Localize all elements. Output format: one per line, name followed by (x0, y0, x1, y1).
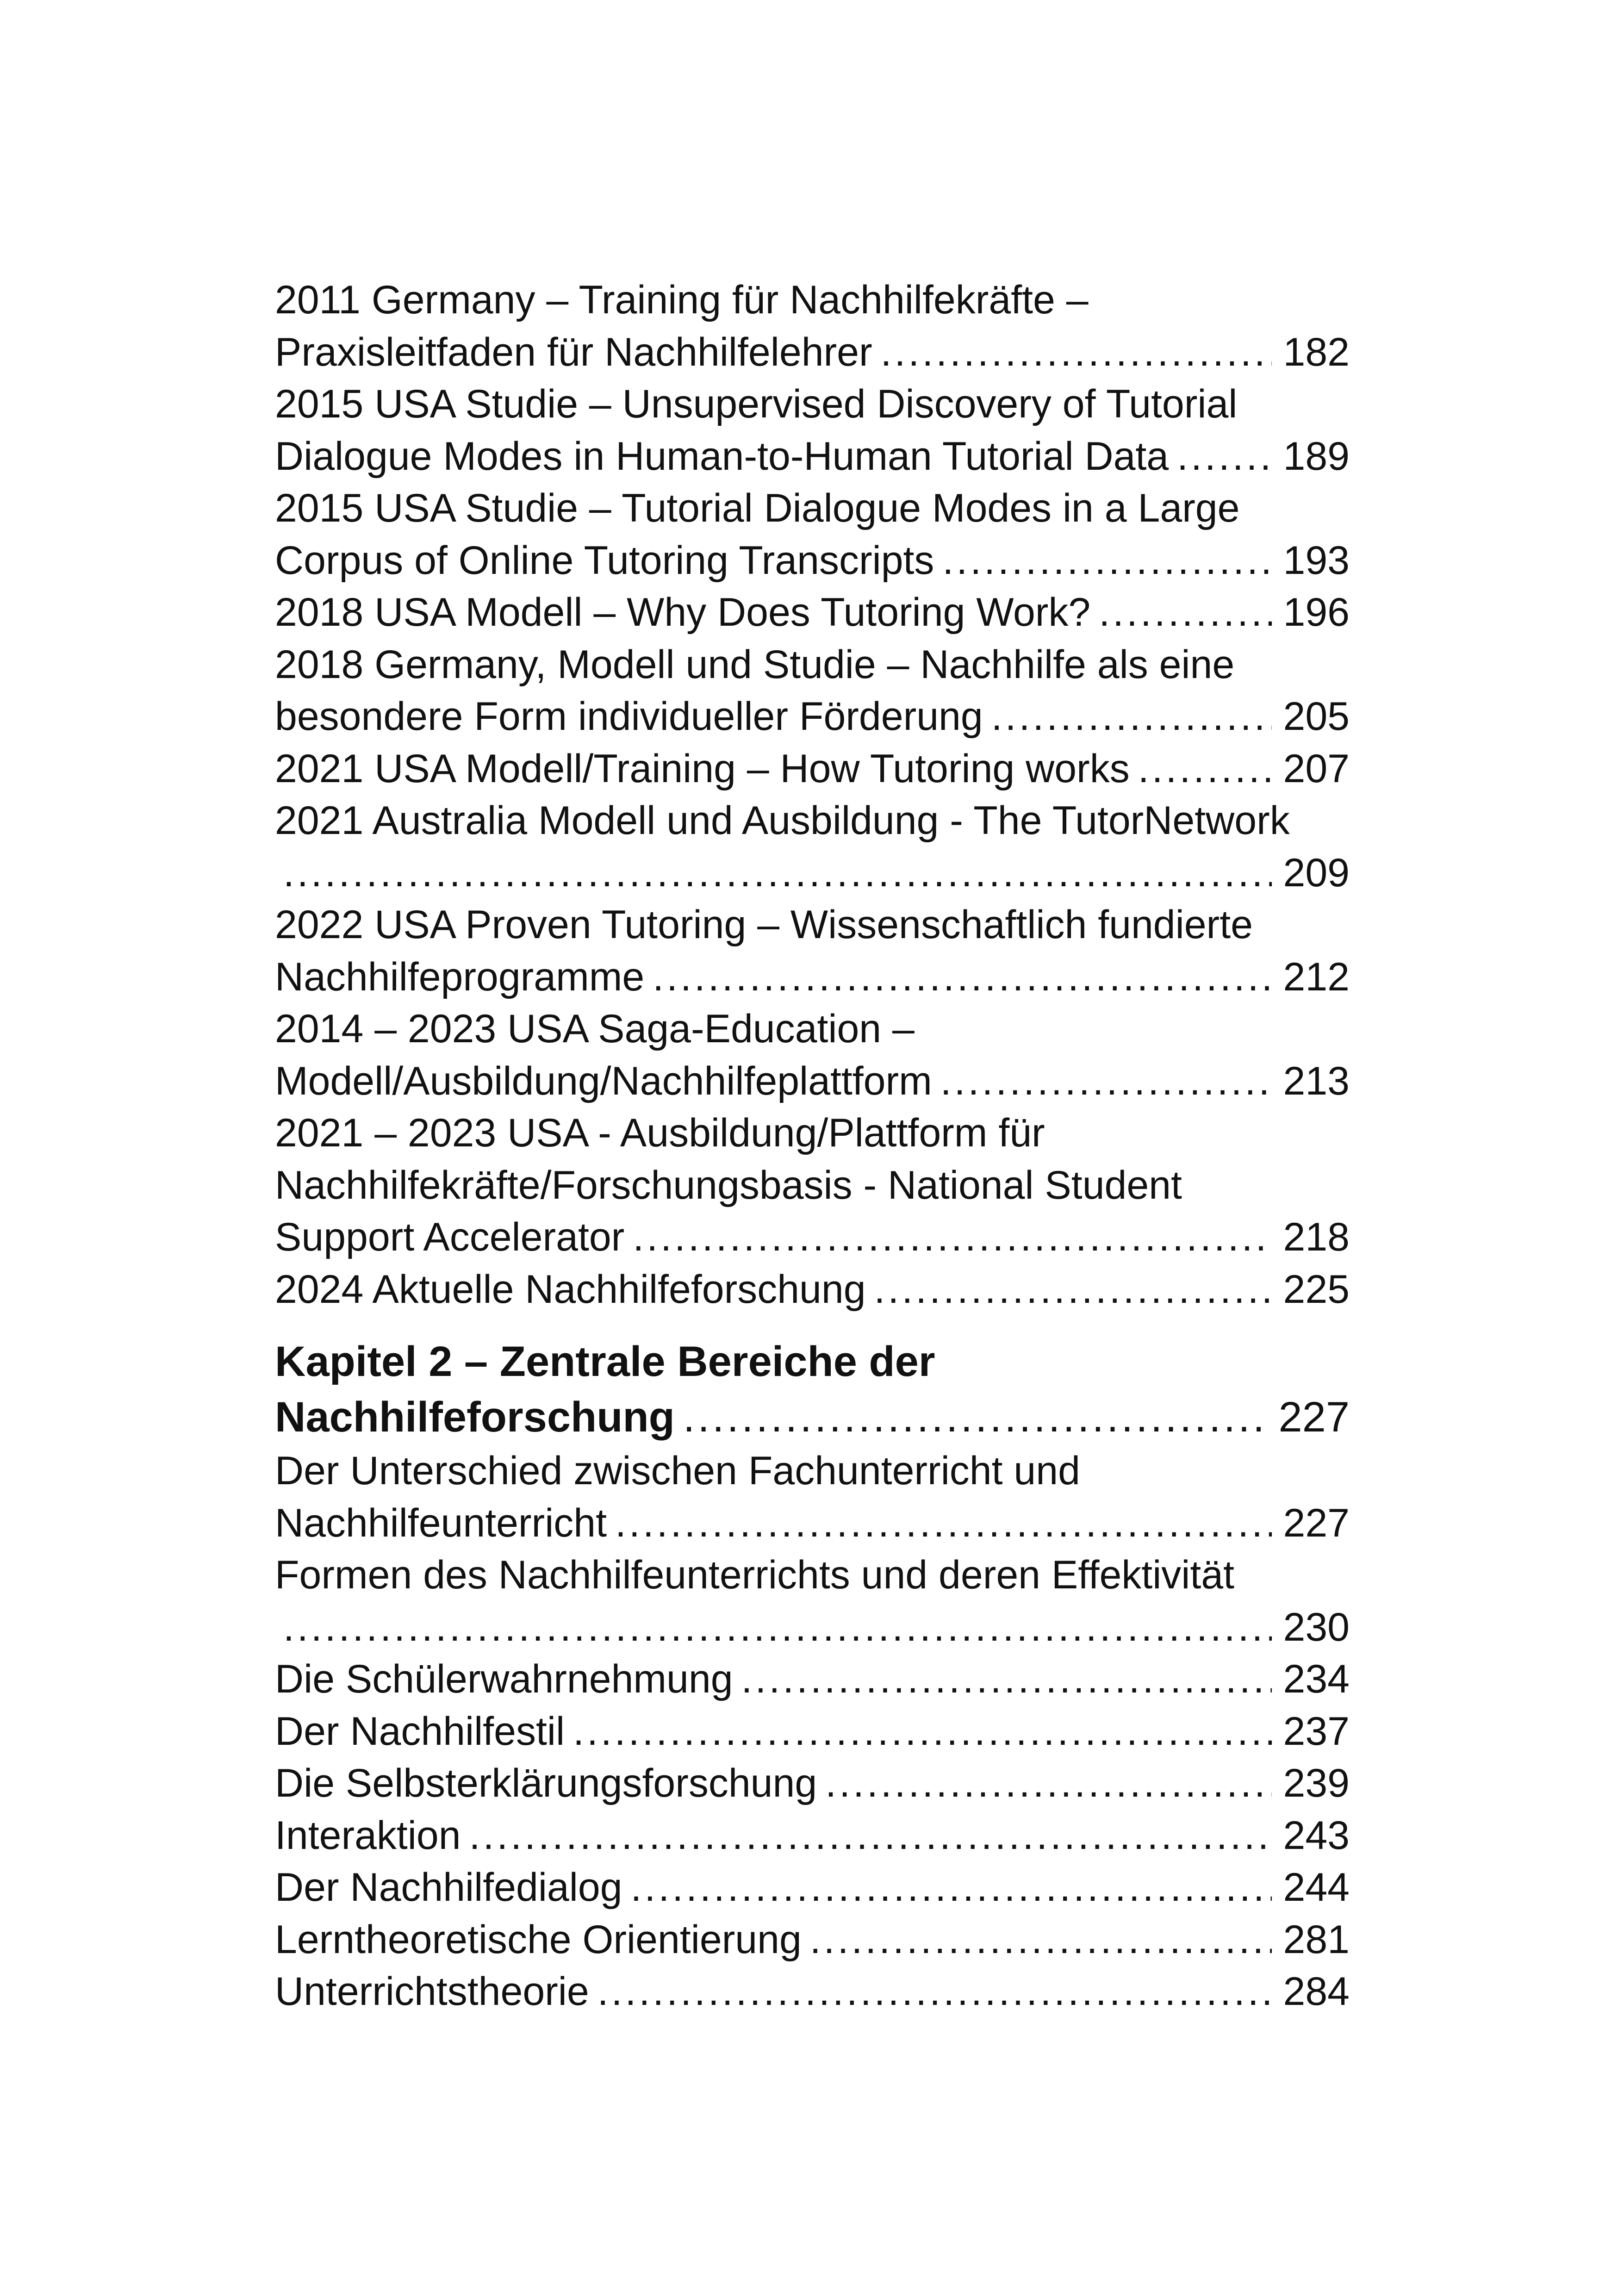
dot-leader (469, 1810, 1272, 1862)
toc-entry-title: Corpus of Online Tutoring Transcripts (275, 538, 934, 583)
toc-entry-title: Die Schülerwahrnehmung (275, 1657, 733, 1701)
toc-entry-line (275, 1445, 1350, 1497)
toc-entry-title: 2018 Germany, Modell und Studie – Nachhilfe als eine (275, 642, 1235, 687)
toc-entry-line (275, 899, 1350, 951)
dot-leader (1138, 743, 1272, 795)
toc-entry-line (275, 847, 1350, 899)
toc-entry-line (275, 691, 1350, 743)
dot-leader (597, 1966, 1272, 2018)
toc-entry (275, 1107, 1350, 1263)
toc-entry (275, 1757, 1350, 1810)
toc-entry-title: Kapitel 2 – Zentrale Bereiche der (275, 1338, 935, 1385)
dot-leader (1099, 586, 1272, 639)
toc-entry-title: Lerntheoretische Orientierung (275, 1917, 802, 1962)
toc-entry-title: Modell/Ausbildung/Nachhilfeplattform (275, 1058, 932, 1103)
toc-entry (275, 639, 1350, 743)
toc-entry-line (275, 1914, 1350, 1966)
toc-entry-line (275, 482, 1350, 535)
toc-page-number: 218 (1283, 1215, 1350, 1259)
toc-entry-title: Formen des Nachhilfeunterrichts und deren Effektivität (275, 1553, 1235, 1597)
dot-leader (283, 847, 1272, 899)
toc-entry-line (275, 1653, 1350, 1705)
toc-entry-line (275, 951, 1350, 1003)
toc-entry-title: Die Selbsterklärungsforschung (275, 1761, 817, 1805)
toc-entry-title: 2015 USA Studie – Tutorial Dialogue Modes in a Large (275, 486, 1240, 530)
toc-entry-title: Nachhilfeunterricht (275, 1500, 607, 1545)
toc-entry-line (275, 639, 1350, 691)
toc-entry-line (275, 326, 1350, 379)
dot-leader (683, 1389, 1270, 1445)
toc-entry-title: Nachhilfeprogramme (275, 954, 645, 999)
toc-entry (275, 1003, 1350, 1107)
toc-entry (275, 482, 1350, 586)
toc-entry-line (275, 1601, 1350, 1654)
dot-leader (633, 1211, 1272, 1263)
toc-entry (275, 274, 1350, 378)
toc-page-number: 207 (1283, 746, 1350, 791)
toc-entry (275, 1445, 1350, 1549)
toc-page-number: 234 (1283, 1657, 1350, 1701)
toc-entry-title: Der Nachhilfedialog (275, 1865, 622, 1910)
toc-entry-line (275, 1549, 1350, 1601)
toc-page-number: 182 (1283, 330, 1350, 374)
toc-entry-title: 2022 USA Proven Tutoring – Wissenschaftlich fundierte (275, 902, 1253, 947)
dot-leader (1177, 430, 1272, 483)
toc-entry-line (275, 378, 1350, 430)
toc-entry-title: 2021 USA Modell/Training – How Tutoring works (275, 746, 1130, 791)
toc-entry-line (275, 1389, 1350, 1445)
toc-entry (275, 1653, 1350, 1705)
dot-leader (881, 326, 1272, 379)
toc-entry (275, 795, 1350, 899)
toc-entry-line (275, 1159, 1350, 1212)
toc-entry-line (275, 1705, 1350, 1758)
dot-leader (615, 1497, 1272, 1549)
dot-leader (940, 1055, 1272, 1108)
toc-entry (275, 1705, 1350, 1758)
toc-entry-title: Unterrichtstheorie (275, 1969, 589, 2014)
dot-leader (825, 1757, 1272, 1810)
toc-page-number: 227 (1278, 1394, 1350, 1441)
toc-entry-line (275, 743, 1350, 795)
toc-entry-title: Dialogue Modes in Human-to-Human Tutorial Data (275, 434, 1169, 479)
toc-entry-line (275, 1334, 1350, 1389)
toc-entry-title: Support Accelerator (275, 1215, 625, 1259)
toc-page-number: 227 (1283, 1500, 1350, 1545)
toc-entry-line (275, 535, 1350, 587)
toc-entry (275, 1810, 1350, 1862)
toc-entry-title: Praxisleitfaden für Nachhilfelehrer (275, 330, 872, 374)
toc-page-number: 225 (1283, 1267, 1350, 1312)
toc-entry-title: Nachhilfeforschung (275, 1394, 675, 1441)
toc-page-number: 209 (1283, 850, 1350, 895)
dot-leader (573, 1705, 1272, 1758)
dot-leader (810, 1914, 1272, 1966)
dot-leader (991, 691, 1272, 743)
toc-page-number: 212 (1283, 954, 1350, 999)
toc-page-number: 230 (1283, 1605, 1350, 1649)
toc-entry-line (275, 1497, 1350, 1549)
toc-page-number: 243 (1283, 1813, 1350, 1858)
toc-page-number: 213 (1283, 1058, 1350, 1103)
toc-entry-line (275, 1810, 1350, 1862)
toc-entry (275, 1861, 1350, 1914)
toc-entry (275, 586, 1350, 639)
toc-entry-title: besondere Form individueller Förderung (275, 694, 983, 739)
toc-entry-line (275, 1861, 1350, 1914)
toc-entry-title: 2024 Aktuelle Nachhilfeforschung (275, 1267, 866, 1312)
dot-leader (942, 535, 1272, 587)
dot-leader (741, 1653, 1272, 1705)
toc-entry-line (275, 1055, 1350, 1108)
toc-entry-line (275, 586, 1350, 639)
toc-entry-title: Der Nachhilfestil (275, 1709, 565, 1754)
toc-entry-line (275, 1263, 1350, 1316)
toc-entry (275, 378, 1350, 482)
toc-page-number: 205 (1283, 694, 1350, 739)
toc-entry-line (275, 1003, 1350, 1055)
toc-entry-line (275, 795, 1350, 847)
toc-entry (275, 1549, 1350, 1653)
toc-page-number: 196 (1283, 590, 1350, 635)
toc-page-number: 237 (1283, 1709, 1350, 1754)
toc-entry-line (275, 1107, 1350, 1159)
toc-entry (275, 1914, 1350, 1966)
toc-entry-line (275, 274, 1350, 326)
toc-entry-title: 2018 USA Modell – Why Does Tutoring Work? (275, 590, 1091, 635)
toc-chapter-heading (275, 1334, 1350, 1445)
toc-entry-title: 2021 – 2023 USA - Ausbildung/Plattform für (275, 1111, 1045, 1155)
toc-entry-title: 2011 Germany – Training für Nachhilfekräfte – (275, 278, 1089, 322)
toc-entry (275, 899, 1350, 1003)
toc-entry (275, 1263, 1350, 1316)
toc-entry-title: 2021 Australia Modell und Ausbildung - The TutorNetwork (275, 798, 1290, 843)
toc-entry-title: 2015 USA Studie – Unsupervised Discovery of Tutorial (275, 382, 1238, 426)
toc-page-number: 281 (1283, 1917, 1350, 1962)
dot-leader (631, 1861, 1272, 1914)
toc-page-number: 189 (1283, 434, 1350, 479)
toc-entry-title: 2014 – 2023 USA Saga-Education – (275, 1007, 915, 1051)
table-of-contents (275, 274, 1350, 2018)
toc-entry-line (275, 1757, 1350, 1810)
toc-entry-line (275, 1966, 1350, 2018)
toc-entry-title: Nachhilfekräfte/Forschungsbasis - National Student (275, 1163, 1182, 1207)
toc-entry (275, 743, 1350, 795)
toc-page-number: 193 (1283, 538, 1350, 583)
toc-entry-title: Interaktion (275, 1813, 461, 1858)
dot-leader (653, 951, 1272, 1003)
toc-page-number: 239 (1283, 1761, 1350, 1805)
dot-leader (874, 1263, 1272, 1316)
dot-leader (283, 1601, 1272, 1654)
toc-entry (275, 1966, 1350, 2018)
toc-entry-title: Der Unterschied zwischen Fachunterricht und (275, 1449, 1080, 1493)
toc-page-number: 244 (1283, 1865, 1350, 1910)
toc-entry-line (275, 1211, 1350, 1263)
toc-page-number: 284 (1283, 1969, 1350, 2014)
toc-entry-line (275, 430, 1350, 483)
